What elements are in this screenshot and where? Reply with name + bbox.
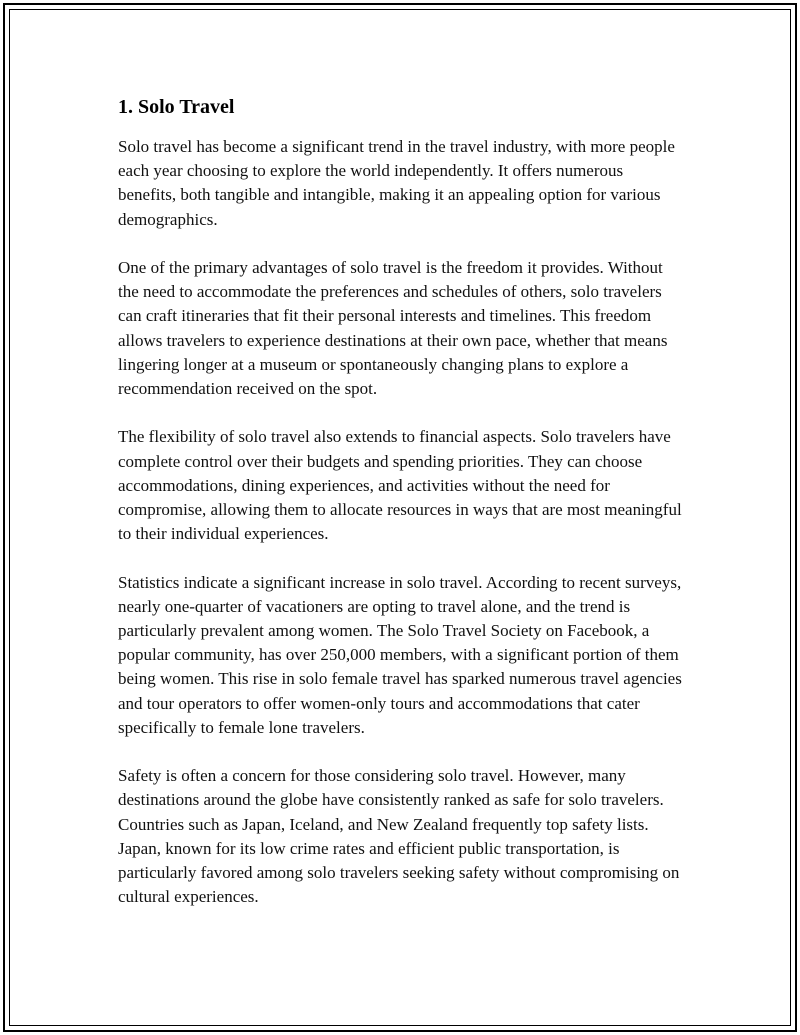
paragraph-safety: Safety is often a concern for those considering solo travel. However, many destinations around the globe have consistently ranked as safe for solo travelers. Countries such as Japan, Iceland, and New Zealand frequently top safety lists. Japan, known for its low crime rates and efficient public transportation, is particularly favored among solo travelers seeking safety without compromising on cultural experiences.: [118, 766, 680, 907]
paragraph-financial: The flexibility of solo travel also extends to financial aspects. Solo travelers have complete control over their budgets and spending priorities. They can choose accommodations, dining experiences, and activities without the need for compromise, allowing them to allocate resources in ways that are most meaningful to their individual experiences.: [118, 427, 682, 544]
document-body: [118, 95, 684, 934]
paragraph-statistics: Statistics indicate a significant increase in solo travel. According to recent surveys, nearly one-quarter of vacationers are opting to travel alone, and the trend is particularly prevalent among women. The Solo Travel Society on Facebook, a popular community, has over 250,000 members, with a significant portion of them being women. This rise in solo female travel has sparked numerous travel agencies and tour operators to offer women-only tours and accommodations that cater specifically to female lone travelers.: [118, 572, 682, 737]
section-heading: 1. Solo Travel: [118, 96, 235, 118]
paragraph-freedom: One of the primary advantages of solo travel is the freedom it provides. Without the need to accommodate the preferences and schedules of others, solo travelers can craft itineraries that fit their personal interests and timelines. This freedom allows travelers to experience destinations at their own pace, whether that means lingering longer at a museum or spontaneously changing plans to explore a recommendation received on the spot.: [118, 258, 668, 399]
paragraph-intro: Solo travel has become a significant trend in the travel industry, with more people each year choosing to explore the world independently. It offers numerous benefits, both tangible and intangible, making it an appealing option for various demographics.: [118, 137, 675, 229]
